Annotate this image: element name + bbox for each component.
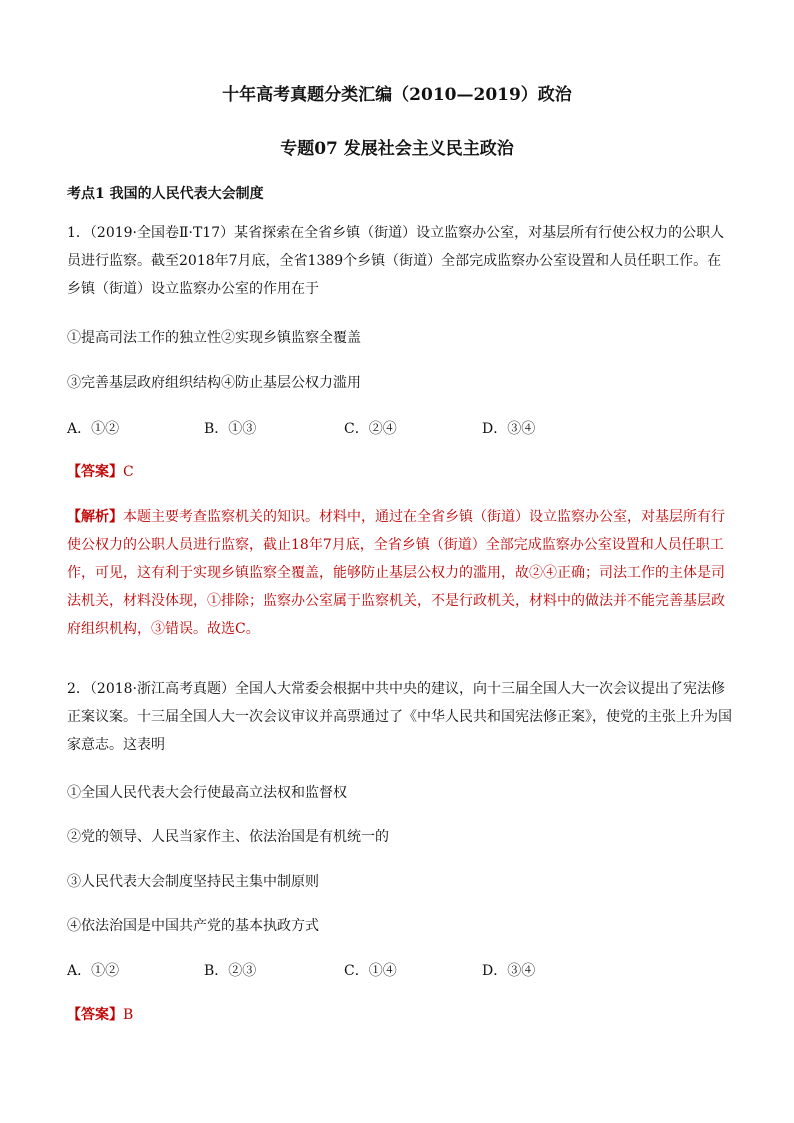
- question-1-options-line-2: ③完善基层政府组织结构④防止基层公权力滥用: [67, 375, 361, 391]
- question-2-answer: [67, 1001, 732, 1029]
- question-2-stem: 2．（2018·浙江高考真题）全国人大常委会根据中共中央的建议，向十三届全国人大一次会议提出了宪法修正案议案。十三届全国人大一次会议审议并高票通过了《中华人民共和国宪法修正案》，使党的主张上升为国家意志。这表明: [67, 681, 732, 753]
- document-title: 十年高考真题分类汇编（2010—2019）政治: [222, 85, 572, 105]
- analysis-label: 【解析】: [67, 509, 123, 525]
- question-2-option-4: ④依法治国是中国共产党的基本执政方式: [67, 918, 319, 934]
- question-2-option-3: ③人民代表大会制度坚持民主集中制原则: [67, 874, 319, 890]
- question-1-answer: [67, 458, 732, 486]
- question-1-choices: [67, 418, 667, 442]
- choice-a: A．①②: [67, 963, 120, 979]
- choice-d: D．③④: [482, 963, 536, 979]
- choice-b: B．①③: [204, 421, 257, 437]
- question-1-stem: 1．（2019·全国卷Ⅱ·T17）某省探索在全省乡镇（街道）设立监察办公室，对基层所有行使公权力的公职人员进行监察。截至2018年7月底，全省1389个乡镇（街道）全部完成监察办公室设置和人员任职工作。在乡镇（街道）设立监察办公室的作用在于: [67, 225, 725, 297]
- question-2-option-2: ②党的领导、人民当家作主、依法治国是有机统一的: [67, 829, 389, 845]
- answer-label: 【答案】: [67, 464, 123, 480]
- question-1-analysis: [67, 503, 732, 643]
- answer-value: B: [123, 1007, 134, 1023]
- answer-value: C: [123, 464, 134, 480]
- choice-c: C．①④: [344, 963, 397, 979]
- choice-a: A．①②: [67, 421, 120, 437]
- answer-label: 【答案】: [67, 1007, 123, 1023]
- question-2-choices: [67, 960, 667, 984]
- section-heading: 考点1 我国的人民代表大会制度: [67, 186, 264, 202]
- document-subtitle: 专题07 发展社会主义民主政治: [280, 139, 514, 159]
- question-2-option-1: ①全国人民代表大会行使最高立法权和监督权: [67, 785, 347, 801]
- analysis-text: 本题主要考查监察机关的知识。材料中，通过在全省乡镇（街道）设立监察办公室，对基层所有行使公权力的公职人员进行监察，截止18年7月底，全省乡镇（街道）全部完成监察办公室设置和人员任职工作，可见，这有利于实现乡镇监察全覆盖，能够防止基层公权力的滥用，故②④正确；司法工作的主体是司法机关，材料没体现，①排除；监察办公室属于监察机关，不是行政机关，材料中的做法并不能完善基层政府组织机构，③错误。故选C。: [67, 509, 725, 637]
- choice-d: D．③④: [482, 421, 536, 437]
- choice-b: B．②③: [204, 963, 257, 979]
- choice-c: C．②④: [344, 421, 397, 437]
- question-1-options-line-1: ①提高司法工作的独立性②实现乡镇监察全覆盖: [67, 330, 361, 346]
